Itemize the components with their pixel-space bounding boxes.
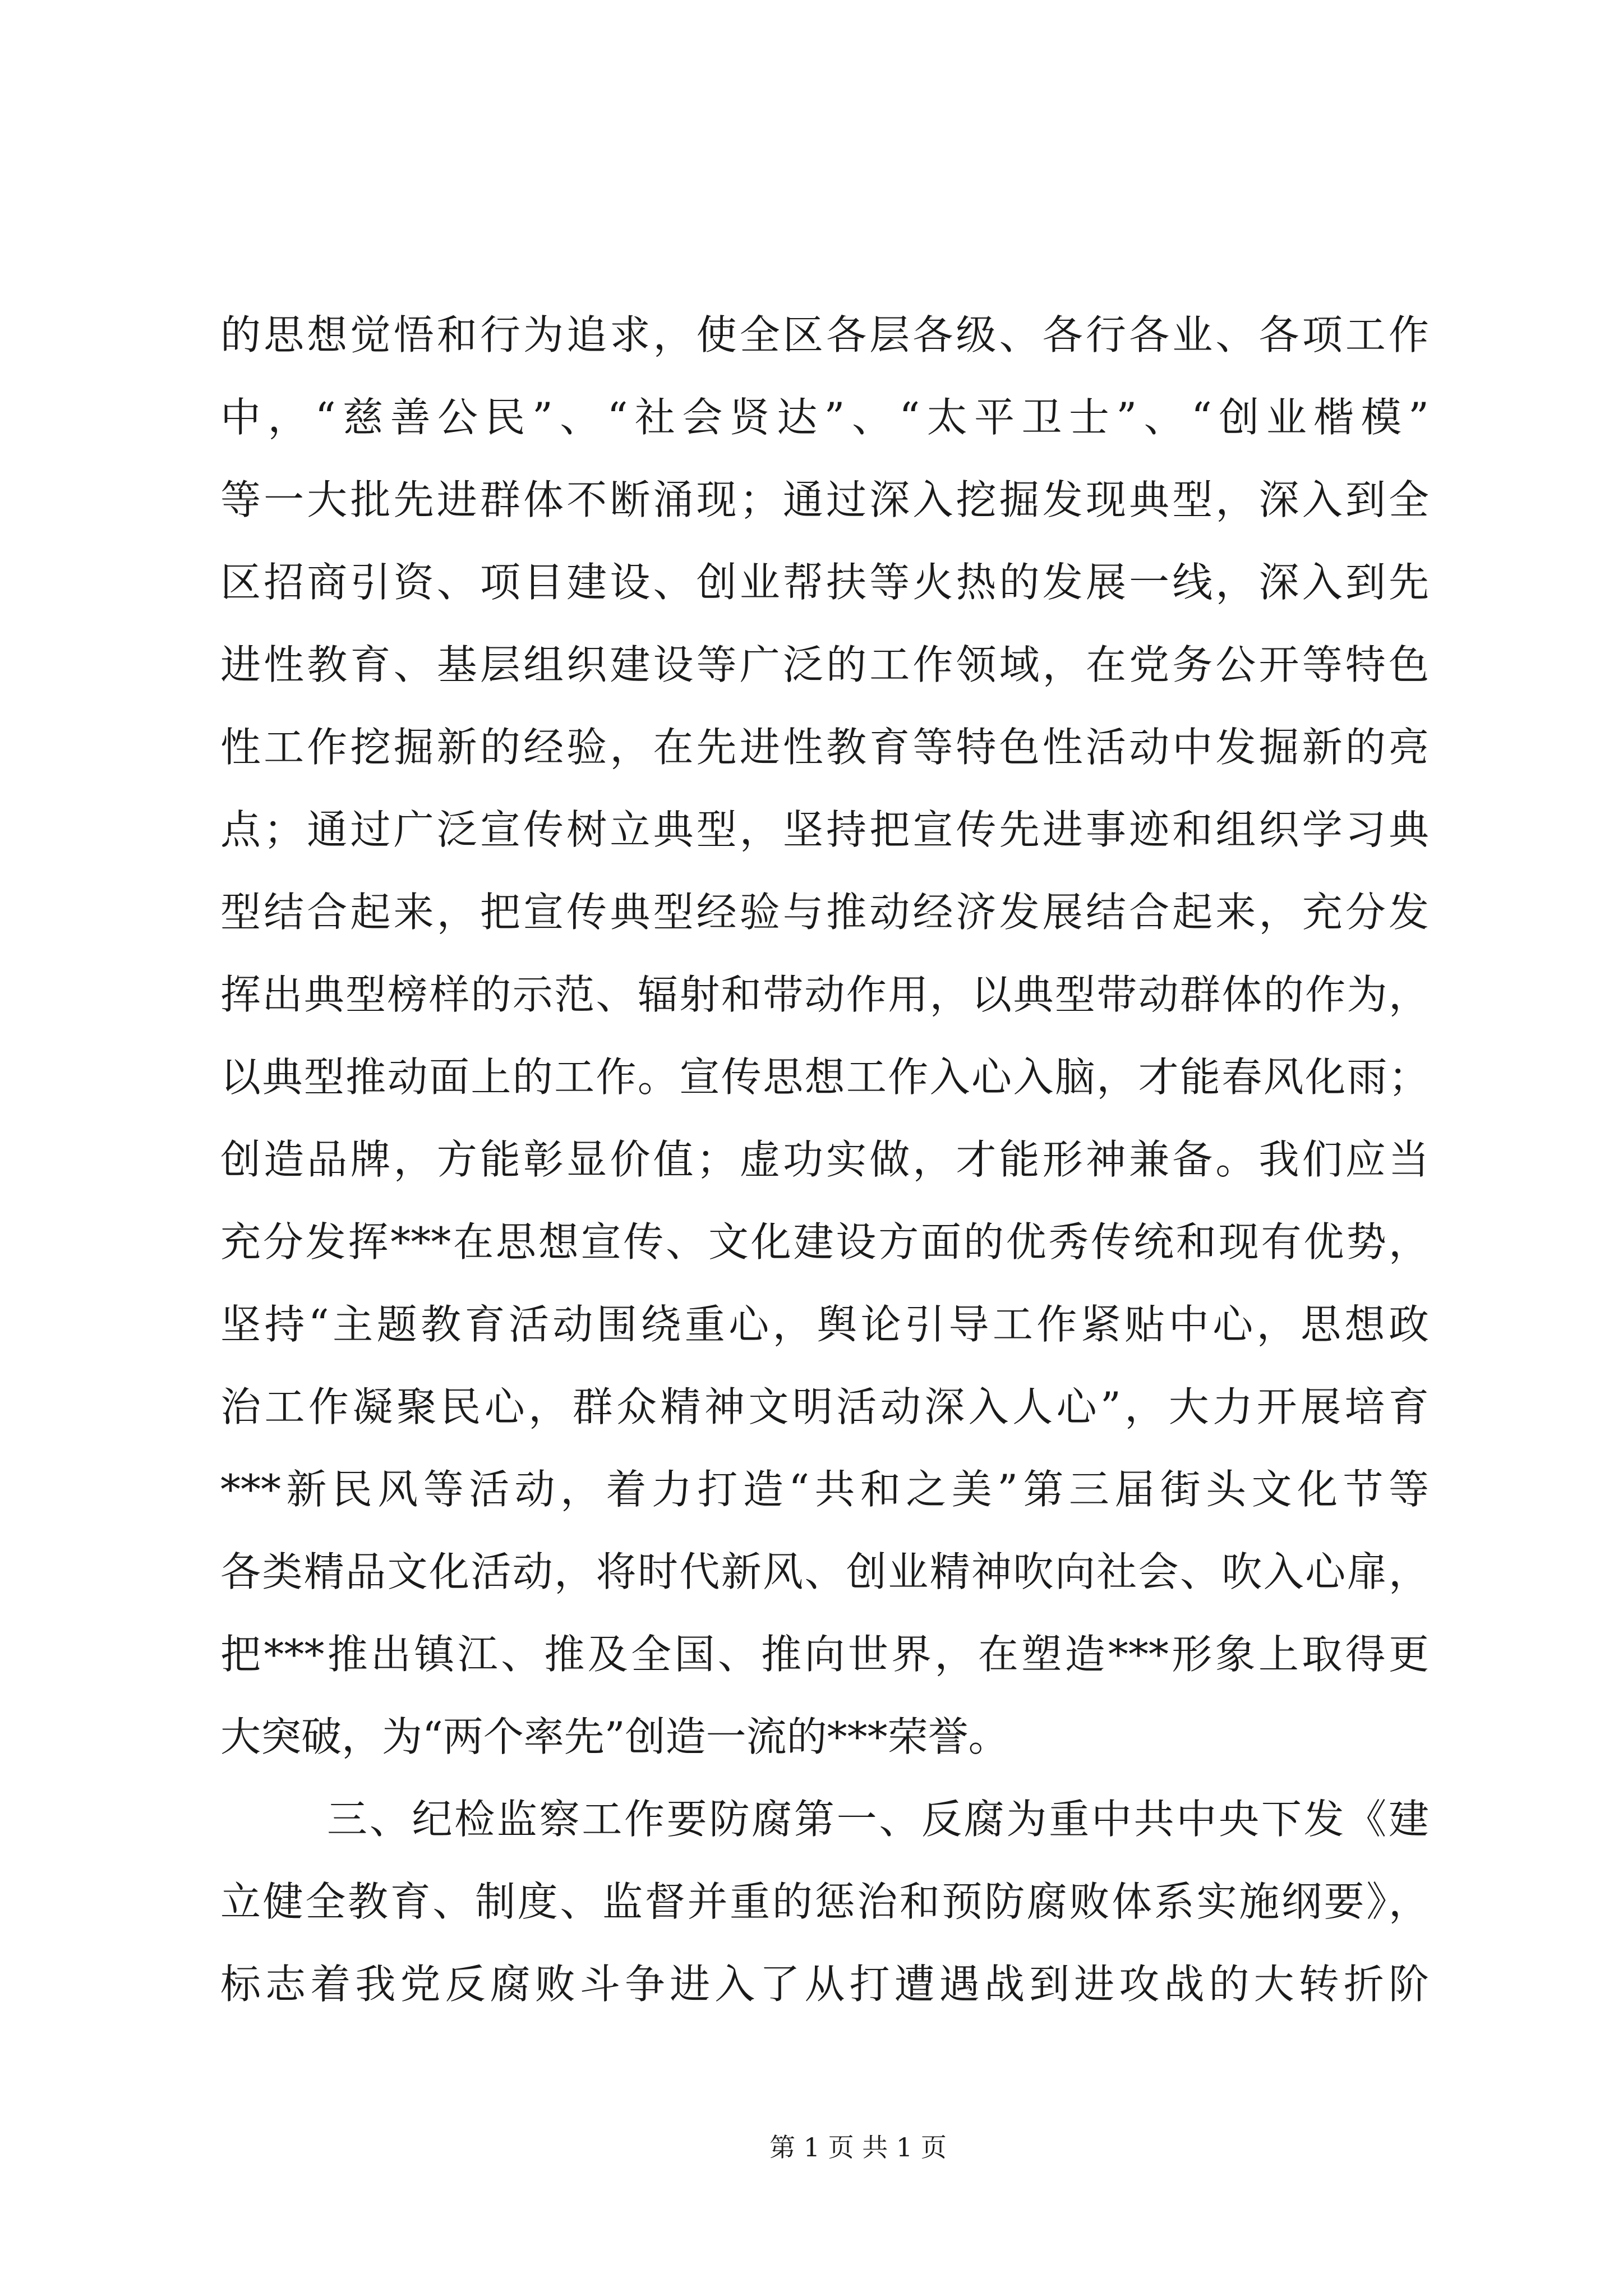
body-line: 区招商引资、项目建设、创业帮扶等火热的发展一线，深入到先 xyxy=(220,559,1429,606)
body-line: 各类精品文化活动，将时代新风、创业精神吹向社会、吹入心扉， xyxy=(220,1548,1429,1595)
body-line: 把***推出镇江、推及全国、推向世界，在塑造***形象上取得更 xyxy=(220,1631,1429,1678)
paragraph-1 xyxy=(220,294,1429,1778)
body-line: 以典型推动面上的工作。宣传思想工作入心入脑，才能春风化雨； xyxy=(220,1053,1429,1101)
body-line: 等一大批先进群体不断涌现；通过深入挖掘发现典型，深入到全 xyxy=(220,476,1429,523)
body-line: 大突破，为“两个率先”创造一流的***荣誉。 xyxy=(220,1713,1009,1760)
body-line: 创造品牌，方能彰显价值；虚功实做，才能形神兼备。我们应当 xyxy=(220,1136,1429,1183)
body-line: 坚持“主题教育活动围绕重心，舆论引导工作紧贴中心，思想政 xyxy=(220,1301,1429,1348)
body-line: 治工作凝聚民心，群众精神文明活动深入人心”，大力开展培育 xyxy=(220,1383,1429,1430)
body-line: 挥出典型榜样的示范、辐射和带动作用，以典型带动群体的作为， xyxy=(220,971,1429,1018)
body-line: 标志着我党反腐败斗争进入了从打遭遇战到进攻战的大转折阶 xyxy=(220,1961,1429,2008)
body-line: 中，“慈善公民”、“社会贤达”、“太平卫士”、“创业楷模” xyxy=(220,394,1429,441)
body-line: 进性教育、基层组织建设等广泛的工作领域，在党务公开等特色 xyxy=(220,641,1429,688)
body-line: 点；通过广泛宣传树立典型，坚持把宣传先进事迹和组织学习典 xyxy=(220,806,1429,853)
body-line: 充分发挥***在思想宣传、文化建设方面的优秀传统和现有优势， xyxy=(220,1218,1429,1266)
body-line: 立健全教育、制度、监督并重的惩治和预防腐败体系实施纲要》， xyxy=(220,1878,1429,1925)
page-footer: 第 1 页 共 1 页 xyxy=(769,2132,947,2162)
paragraph-2 xyxy=(220,1778,1429,2026)
body-line: 性工作挖掘新的经验，在先进性教育等特色性活动中发掘新的亮 xyxy=(220,724,1429,771)
body-line: 的思想觉悟和行为追求，使全区各层各级、各行各业、各项工作 xyxy=(220,311,1429,358)
document-body xyxy=(220,294,1429,2026)
body-line: ***新民风等活动，着力打造“共和之美”第三届街头文化节等 xyxy=(220,1466,1429,1513)
body-line: 型结合起来，把宣传典型经验与推动经济发展结合起来，充分发 xyxy=(220,889,1429,936)
body-line: 三、纪检监察工作要防腐第一、反腐为重中共中央下发《建 xyxy=(327,1796,1429,1843)
